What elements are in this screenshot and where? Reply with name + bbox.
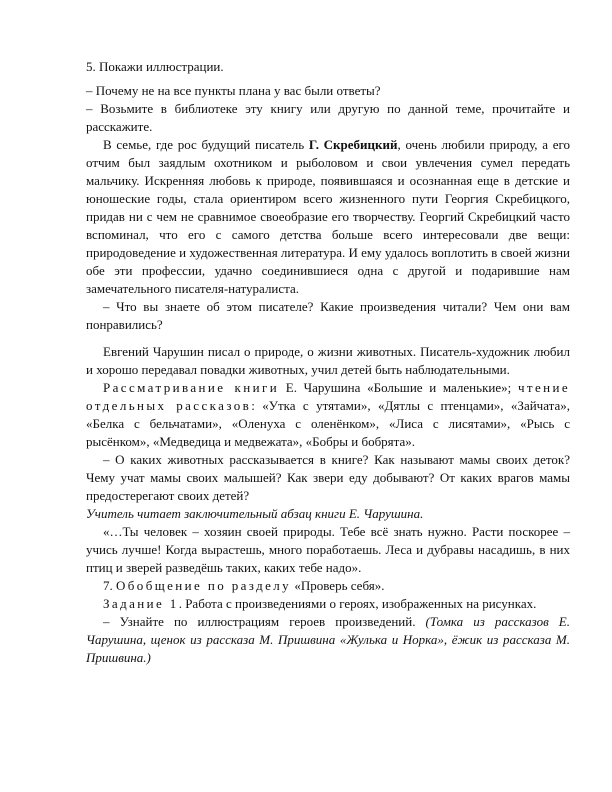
item-5-line: 5. Покажи иллюстрации. (86, 59, 224, 74)
question-library: – Возьмите в библиотеке эту книгу или другую по данной теме, прочитайте и расскажите. (86, 101, 570, 134)
reading-lead: чтение отдельных рассказов (86, 380, 571, 413)
section-7-lead: Обобщение по разделу (116, 578, 292, 593)
section-7-number: 7. (103, 578, 116, 593)
question-about-writer: – Что вы знаете об этом писателе? Какие произведения читали? Чем они вам понравились? (86, 299, 570, 332)
text-column (86, 58, 570, 667)
task-1-question (86, 613, 570, 667)
charushin-paragraph: Евгений Чарушин писал о природе, о жизни животных. Писатель-художник любил и хорошо передавал повадки животных, учил детей быть наблюдательными. (86, 344, 570, 377)
skrebitsky-text-start: В семье, где рос будущий писатель (103, 137, 309, 152)
teacher-note: Учитель читает заключительный абзац книги Е. Чарушина. (86, 506, 424, 521)
task-1-rest: . Работа с произведениями о героях, изображенных на рисунках. (178, 596, 537, 611)
book-review-lead: Рассматривание книги (103, 380, 280, 395)
task-1-question-text: – Узнайте по иллюстрациям героев произведений. (103, 614, 426, 629)
section-7-heading (86, 577, 570, 595)
stories-list: : «Утка с утятами», «Дятлы с птенцами», «Зайчата», «Белка с бельчатами», «Оленуха с оленёнком», «Лиса с лисятами», «Рысь с рысёнком», «Медведица и медвежата», «Бобры и бобрята». (86, 398, 571, 449)
book-review-paragraph (86, 379, 570, 451)
question-animals: – О каких животных рассказывается в книге? Как называют мамы своих деток? Чему учат мамы своих малышей? Как звери еду добывают? От каких врагов мамы предостерегают своих детей? (86, 452, 570, 503)
skrebitsky-name: Г. Скребицкий (308, 137, 398, 152)
closing-quote: «…Ты человек – хозяин своей природы. Тебе всё знать нужно. Расти поскорее – учись лучше! Когда вырастешь, много поработаешь. Леса и дубравы насадишь, в них птиц и зверей разведёшь таких, каких тебе надо». (86, 524, 570, 575)
question-plan: – Почему не на все пункты плана у вас были ответы? (86, 83, 381, 98)
section-7-rest: «Проверь себя». (291, 578, 385, 593)
skrebitsky-text-rest: , очень любили природу, а его отчим был заядлым охотником и рыболовом и свои увлечения сумел передать мальчику. Искренняя любовь к природе, появившаяся и осознанная еще в детские и юношеские годы, стала ориентиром всего жизненного пути Георгия Скребицкого, придав ни с чем не сравнимое своеобразие его творчеству. Георгий Скребицкий часто вспоминал, что его с самого детства больше всего интересовали две вещи: природоведение и художественная литература. И ему удалось воплотить в своей жизни обе эти профессии, удачно соединившиеся одна с другой и подарившие нам замечательного писателя-натуралиста. (86, 137, 571, 296)
task-1-answer: (Томка из рассказов Е. Чарушина, щенок из рассказа М. Пришвина «Жулька и Норка», ёжик из рассказа М. Пришвина.) (86, 614, 570, 665)
task-1-lead: Задание 1 (103, 596, 179, 611)
book-review-title: Е. Чарушина «Большие и маленькие»; (279, 380, 518, 395)
skrebitsky-paragraph (86, 136, 570, 298)
task-1-line (86, 595, 570, 613)
